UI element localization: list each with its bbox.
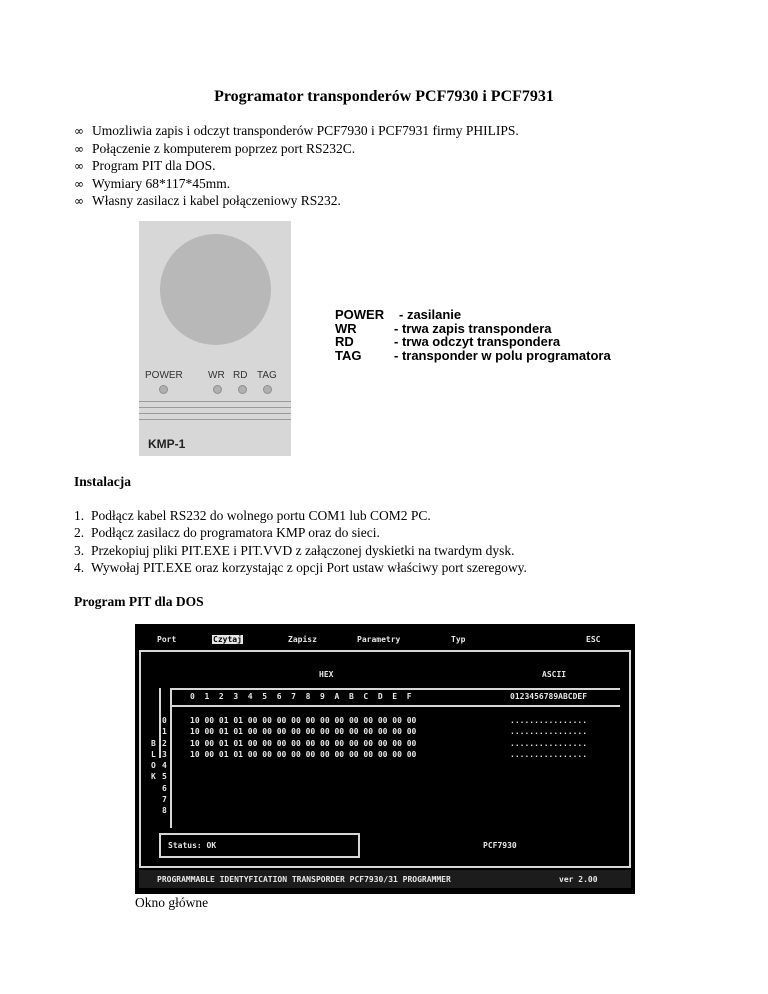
ascii-data-row: ................: [510, 727, 588, 736]
feature-list: [74, 122, 519, 210]
grid-line: [170, 688, 620, 690]
menu-port[interactable]: Port: [157, 635, 177, 644]
blok-letter: O: [151, 761, 156, 770]
install-step: 1. Podłącz kabel RS232 do wolnego portu COM1 lub COM2 PC.: [74, 508, 431, 523]
menu-typ[interactable]: Typ: [451, 635, 466, 644]
rd-led-icon: [238, 385, 247, 394]
row-number: 2: [162, 739, 167, 748]
hex-label: HEX: [319, 670, 334, 679]
hex-data-row[interactable]: 10 00 01 01 00 00 00 00 00 00 00 00 00 00 00 00: [190, 716, 417, 725]
led-label-rd: RD: [233, 370, 248, 381]
grid-line: [170, 688, 172, 828]
grid-line: [159, 688, 161, 758]
status-text: Status: OK: [168, 841, 217, 850]
row-number: 3: [162, 750, 167, 759]
row-number: 8: [162, 806, 167, 815]
chip-type: PCF7930: [483, 841, 517, 850]
footer-title: PROGRAMMABLE IDENTYFICATION TRANSPORDER PCF7930/31 PROGRAMMER: [157, 875, 451, 884]
blok-letter: B: [151, 739, 156, 748]
infinity-bullet-icon: ∞: [74, 124, 84, 138]
device-stripe: [139, 413, 291, 414]
row-number: 5: [162, 772, 167, 781]
hex-data-row[interactable]: 10 00 01 01 00 00 00 00 00 00 00 00 00 00 00 00: [190, 750, 417, 759]
feature-item: ∞ Program PIT dla DOS.: [74, 157, 519, 175]
ascii-label: ASCII: [542, 670, 567, 679]
ascii-data-row: ................: [510, 750, 588, 759]
led-label-tag: TAG: [257, 370, 277, 381]
row-number: 1: [162, 727, 167, 736]
device-model-label: KMP-1: [148, 437, 186, 451]
ascii-column-header: 0123456789ABCDEF: [510, 692, 588, 701]
device-illustration: [139, 221, 291, 456]
figure-caption: Okno główne: [135, 895, 209, 910]
feature-item: ∞ Połączenie z komputerem poprzez port RS232C.: [74, 140, 519, 158]
install-step: 3. Przekopiuj pliki PIT.EXE i PIT.VVD z załączonej dyskietki na twardym dysk.: [74, 542, 515, 558]
hex-data-row[interactable]: 10 00 01 01 00 00 00 00 00 00 00 00 00 00 00 00: [190, 739, 417, 748]
menu-parametry[interactable]: Parametry: [357, 635, 401, 644]
hex-data-row[interactable]: 10 00 01 01 00 00 00 00 00 00 00 00 00 00 00 00: [190, 727, 417, 736]
installation-steps: [74, 507, 527, 576]
version-label: ver 2.00: [559, 875, 598, 884]
feature-item: ∞ Własny zasilacz i kabel połączeniowy RS232.: [74, 192, 519, 210]
row-number: 7: [162, 795, 167, 804]
row-number: 6: [162, 784, 167, 793]
infinity-bullet-icon: ∞: [74, 176, 84, 191]
device-stripe: [139, 419, 291, 420]
section-heading-program: Program PIT dla DOS: [74, 594, 204, 609]
led-label-power: POWER: [145, 370, 183, 381]
menu-esc[interactable]: ESC: [586, 635, 601, 644]
dos-program-screenshot: [135, 624, 635, 894]
ascii-data-row: ................: [510, 739, 588, 748]
antenna-disc: [160, 234, 271, 345]
install-step: 4. Wywołaj PIT.EXE oraz korzystając z opcji Port ustaw właściwy port szeregowy.: [74, 559, 527, 575]
row-number: 4: [162, 761, 167, 770]
infinity-bullet-icon: ∞: [74, 159, 84, 174]
row-number: 0: [162, 716, 167, 725]
ascii-data-row: ................: [510, 716, 588, 725]
section-heading-installation: Instalacja: [74, 474, 131, 489]
device-stripe: [139, 407, 291, 408]
menu-zapisz[interactable]: Zapisz: [288, 635, 317, 644]
feature-item: ∞ Wymiary 68*117*45mm.: [74, 175, 519, 193]
infinity-bullet-icon: ∞: [74, 141, 84, 156]
power-led-icon: [159, 385, 168, 394]
infinity-bullet-icon: ∞: [74, 194, 84, 209]
install-step: 2. Podłącz zasilacz do programatora KMP oraz do sieci.: [74, 525, 380, 541]
tag-led-icon: [263, 385, 272, 394]
feature-item: ∞ Umozliwia zapis i odczyt transponderów PCF7930 i PCF7931 firmy PHILIPS.: [74, 122, 519, 140]
hex-column-headers: 0 1 2 3 4 5 6 7 8 9 A B C D E F: [190, 692, 412, 701]
menu-czytaj[interactable]: Czytaj: [213, 635, 242, 644]
document-title: Programator transponderów PCF7930 i PCF7931: [214, 88, 554, 105]
blok-letter: K: [151, 772, 156, 781]
device-stripe: [139, 401, 291, 402]
wr-led-icon: [213, 385, 222, 394]
led-label-wr: WR: [208, 370, 225, 381]
blok-letter: L: [151, 750, 156, 759]
grid-line: [170, 705, 620, 707]
